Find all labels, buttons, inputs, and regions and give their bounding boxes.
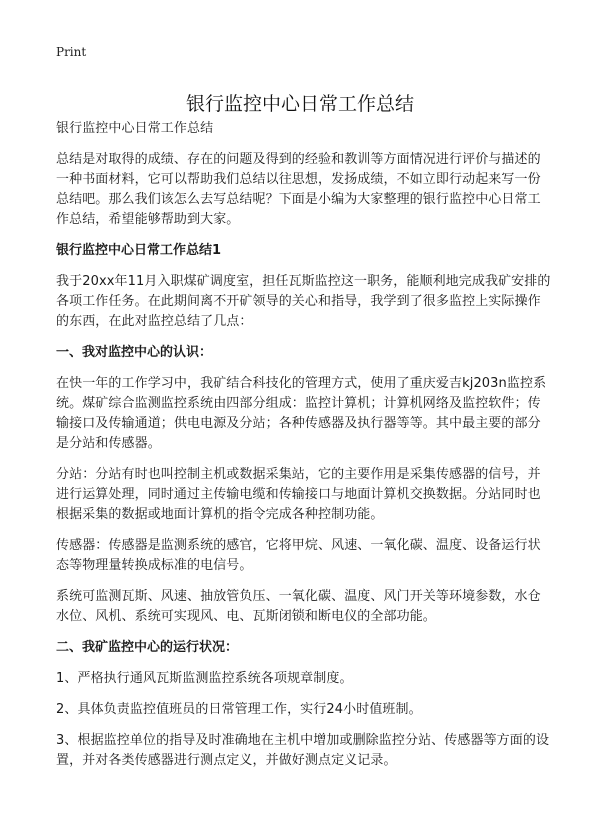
paragraph: 系统可监测瓦斯、风速、抽放管负压、一氧化碳、温度、风门开关等环境参数，水仓水位、风机、系统可实现风、电、瓦斯闭锁和断电仪的全部功能。 — [56, 589, 541, 624]
page-title: 银行监控中心日常工作总结 — [185, 92, 414, 115]
paragraph: 分站：分站有时也叫控制主机或数据采集站，它的主要作用是采集传感器的信号，并进行运算处理，同时通过主传输电缆和传输接口与地面计算机交换数据。分站同时也根据采集的数据或地面计算机的指令完成各种控制功能。 — [56, 467, 541, 522]
subsection-heading: 一、我对监控中心的认识： — [56, 345, 213, 360]
article-subtitle: 银行监控中心日常工作总结 — [56, 121, 214, 136]
subsection-heading: 二、我矿监控中心的运行状况： — [56, 640, 239, 655]
list-item: 3、根据监控单位的指导及时准确地在主机中增加或删除监控分站、传感器等方面的设置，并对各类传感器进行测点定义，并做好测点定义记录。 — [56, 733, 550, 768]
list-item: 1、严格执行通风瓦斯监测监控系统各项规章制度。 — [56, 671, 353, 686]
paragraph: 在快一年的工作学习中，我矿结合科技化的管理方式，使用了重庆爱吉kj203n监控系统。煤矿综合监测监控系统由四部分组成：监控计算机；计算机网络及监控软件；传输接口及传输通道；供电电源及分站；各种传感器及执行器等等。其中最主要的部分是分站和传感器。 — [56, 376, 547, 451]
paragraph: 我于20xx年11月入职煤矿调度室，担任瓦斯监控这一职务，能顺利地完成我矿安排的各项工作任务。在此期间离不开矿领导的关心和指导，我学到了很多监控上实际操作的东西，在此对监控总结了几点： — [56, 274, 551, 329]
print-link[interactable]: Print — [56, 45, 87, 59]
paragraph: 传感器：传感器是监测系统的感官，它将甲烷、风速、一氧化碳、温度、设备运行状态等物理量转换成标准的电信号。 — [56, 538, 541, 573]
intro-paragraph: 总结是对取得的成绩、存在的问题及得到的经验和教训等方面情况进行评价与描述的一种书面材料，它可以帮助我们总结以往思想，发扬成绩，不如立即行动起来写一份总结吧。那么我们该怎么去写总结呢？下面是小编为大家整理的银行监控中心日常工作总结，希望能够帮助到大家。 — [56, 152, 541, 227]
list-item: 2、具体负责监控值班员的日常管理工作，实行24小时值班制。 — [56, 702, 422, 717]
article-body — [56, 119, 552, 782]
section-heading: 银行监控中心日常工作总结1 — [56, 243, 222, 258]
